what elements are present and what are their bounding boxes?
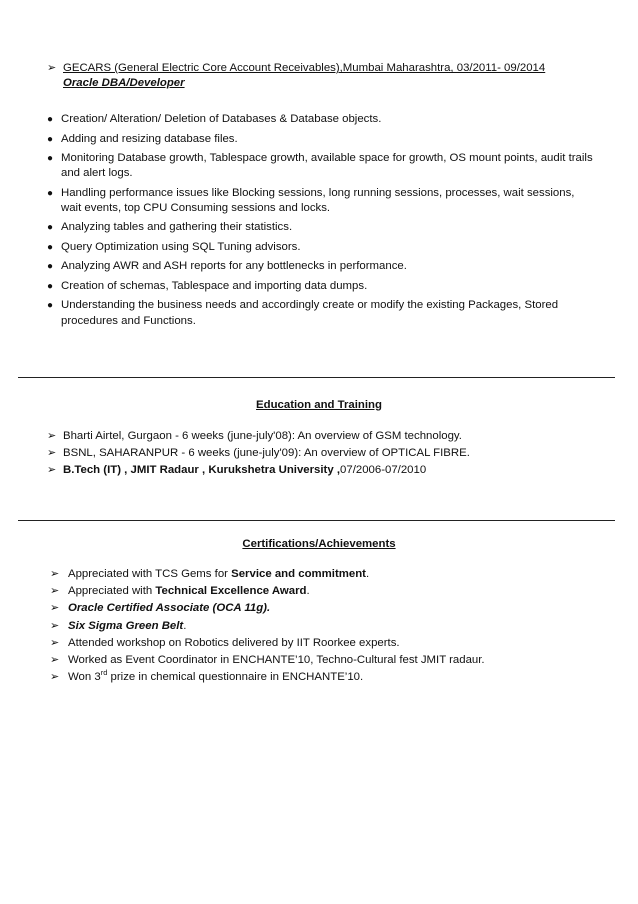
arrow-bullet-icon: ➢ — [47, 447, 57, 460]
list-item: ➢ BSNL, SAHARANPUR - 6 weeks (june-july'09): An overview of OPTICAL FIBRE. — [47, 447, 470, 460]
list-item: ➢ Six Sigma Green Belt. — [50, 619, 187, 632]
arrow-bullet-icon: ➢ — [50, 671, 60, 684]
bullet-icon: ● — [47, 261, 54, 273]
arrow-bullet-icon: ➢ — [50, 568, 60, 580]
arrow-bullet-icon: ➢ — [50, 602, 60, 615]
arrow-bullet-icon: ➢ — [50, 585, 60, 598]
list-item: ➢ Won 3rd prize in chemical questionnaire in ENCHANTE’10. — [50, 668, 364, 684]
job-role: Oracle DBA/Developer — [63, 77, 185, 90]
list-item: ● Understanding the business needs and accordingly create or modify the existing Packages, Stored procedures and Functions. — [47, 299, 559, 327]
responsibilities-list — [47, 112, 597, 333]
education-heading: Education and Training — [256, 399, 382, 411]
certifications-list — [50, 567, 610, 688]
arrow-bullet-icon: ➢ — [50, 619, 60, 632]
section-divider — [18, 377, 615, 378]
list-item: ● Creation of schemas, Tablespace and importing data dumps. — [47, 279, 368, 292]
list-item: ➢ Attended workshop on Robotics delivered by IIT Roorkee experts. — [50, 636, 400, 649]
list-item: ➢ Bharti Airtel, Gurgaon - 6 weeks (june-july'08): An overview of GSM technology. — [47, 430, 462, 442]
list-item: ● Handling performance issues like Blocking sessions, long running sessions, processes, wait sessions, wait events, top CPU Consuming sessions and locks. — [47, 186, 575, 214]
bullet-icon: ● — [47, 222, 54, 234]
list-item: ● Adding and resizing database files. — [47, 132, 238, 145]
bullet-icon: ● — [47, 133, 54, 145]
arrow-bullet-icon: ➢ — [47, 464, 57, 477]
list-item: ➢ Oracle Certified Associate (OCA 11g). — [50, 602, 271, 615]
arrow-bullet-icon: ➢ — [50, 654, 60, 667]
certifications-heading: Certifications/Achievements — [242, 538, 396, 550]
company-line: GECARS (General Electric Core Account Receivables),Mumbai Maharashtra, 03/2011- 09/2014 — [63, 62, 546, 74]
arrow-bullet-icon: ➢ — [47, 430, 57, 442]
bullet-icon: ● — [47, 187, 54, 199]
bullet-icon: ● — [47, 153, 54, 165]
list-item: ● Creation/ Alteration/ Deletion of Databases & Database objects. — [47, 113, 382, 125]
bullet-icon: ● — [47, 241, 54, 253]
education-list — [47, 429, 607, 481]
list-item: ● Monitoring Database growth, Tablespace growth, available space for growth, OS mount points, audit trails and alert logs. — [47, 152, 593, 180]
list-item: ➢ Appreciated with TCS Gems for Service and commitment. — [50, 568, 370, 580]
list-item: ● Analyzing tables and gathering their statistics. — [47, 221, 293, 234]
list-item: ● Query Optimization using SQL Tuning advisors. — [47, 240, 301, 253]
list-item: ➢ Appreciated with Technical Excellence Award. — [50, 585, 310, 598]
list-item: ● Analyzing AWR and ASH reports for any bottlenecks in performance. — [47, 260, 407, 273]
job-header — [47, 61, 587, 91]
list-item: ➢ B.Tech (IT) , JMIT Radaur , Kurukshetra University ,07/2006-07/2010 — [47, 464, 427, 477]
bullet-icon: ● — [47, 280, 54, 292]
arrow-bullet-icon: ➢ — [47, 62, 57, 74]
bullet-icon: ● — [47, 300, 54, 312]
section-divider — [18, 520, 615, 521]
bullet-icon: ● — [47, 114, 54, 125]
list-item: ➢ Worked as Event Coordinator in ENCHANTE’10, Techno-Cultural fest JMIT radaur. — [50, 654, 485, 667]
arrow-bullet-icon: ➢ — [50, 636, 60, 649]
